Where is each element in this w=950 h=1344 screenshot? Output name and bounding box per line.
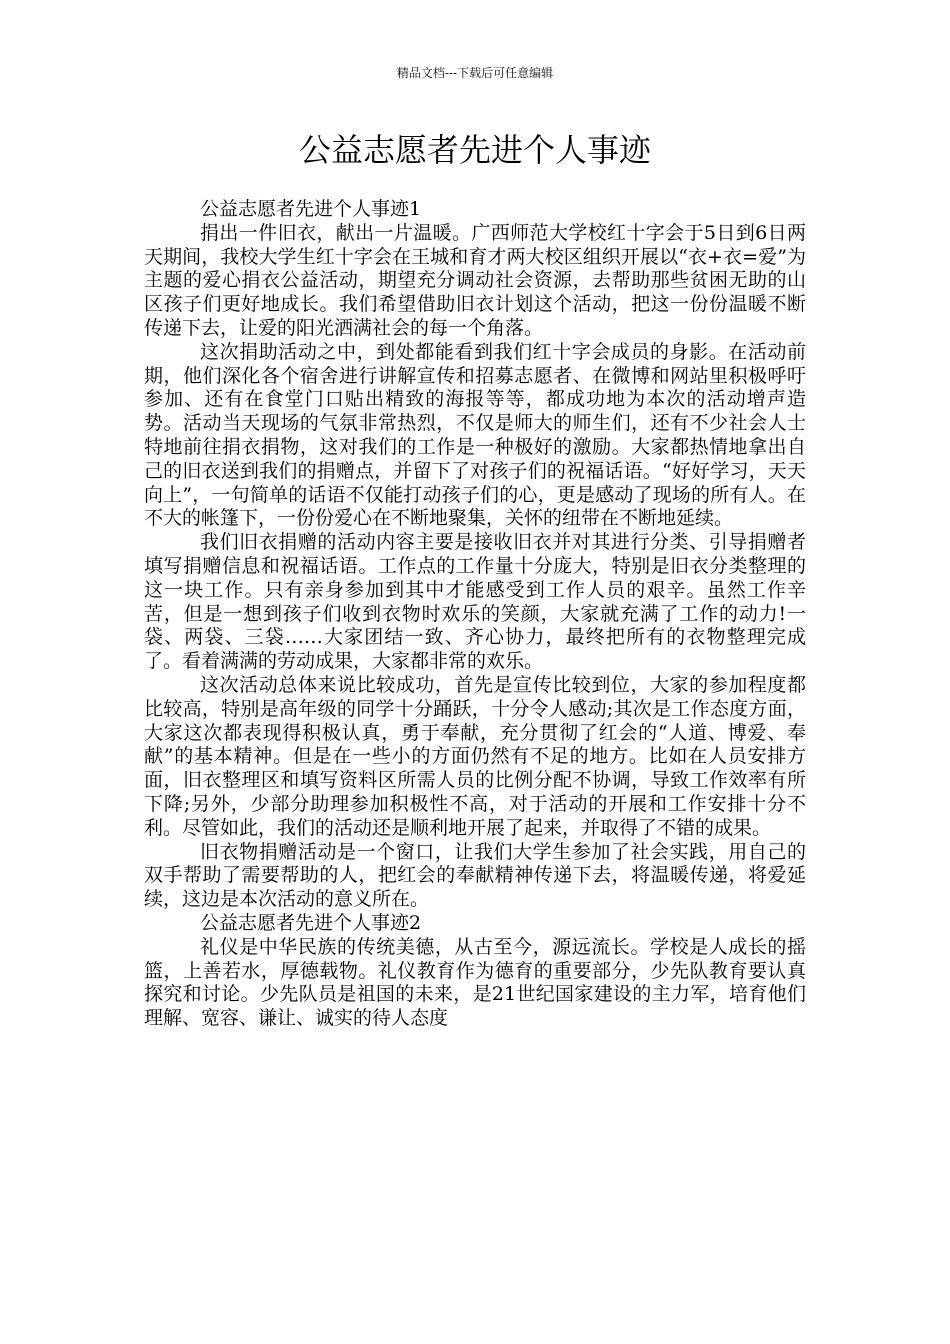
document-title: 公益志愿者先进个人事迹 [298, 131, 651, 169]
paragraph: 我们旧衣捐赠的活动内容主要是接收旧衣并对其进行分类、引导捐赠者填写捐赠信息和祝福话语。工作点的工作量十分庞大，特别是旧衣分类整理的这一块工作。只有亲身参加到其中才能感受到工作人员的艰辛。虽然工作辛苦，但是一想到孩子们收到衣物时欢乐的笑颜，大家就充满了工作的动力!一袋、两袋、三袋……大家团结一致、齐心协力，最终把所有的衣物整理完成了。看着满满的劳动成果，大家都非常的欢乐。 [144, 531, 806, 673]
section-heading-1: 公益志愿者先进个人事迹1 [200, 198, 422, 220]
header-note: 精品文档---下载后可任意编辑 [396, 66, 554, 80]
paragraph: 礼仪是中华民族的传统美德，从古至今，源远流长。学校是人成长的摇篮，上善若水，厚德载物。礼仪教育作为德育的重要部分，少先队教育要认真探究和讨论。少先队员是祖国的未来，是21世纪国家建设的主力军，培育他们理解、宽容、谦让、诚实的待人态度 [144, 935, 806, 1030]
paragraph: 旧衣物捐赠活动是一个窗口，让我们大学生参加了社会实践，用自己的双手帮助了需要帮助的人，把红会的奉献精神传递下去，将温暖传递，将爱延续，这边是本次活动的意义所在。 [144, 840, 806, 911]
paragraph: 这次活动总体来说比较成功，首先是宣传比较到位，大家的参加程度都比较高，特别是高年级的同学十分踊跃，十分令人感动;其次是工作态度方面，大家这次都表现得积极认真，勇于奉献，充分贯彻了红会的“人道、博爱、奉献”的基本精神。但是在一些小的方面仍然有不足的地方。比如在人员安排方面，旧衣整理区和填写资料区所需人员的比例分配不协调，导致工作效率有所下降;另外，少部分助理参加积极性不高，对于活动的开展和工作安排十分不利。尽管如此，我们的活动还是顺利地开展了起来，并取得了不错的成果。 [144, 673, 806, 839]
document-body [144, 198, 806, 1031]
paragraph: 捐出一件旧衣，献出一片温暖。广西师范大学校红十字会于5日到6日两天期间，我校大学生红十字会在王城和育才两大校区组织开展以“衣+衣=爱”为主题的爱心捐衣公益活动，期望充分调动社会资源，去帮助那些贫困无助的山区孩子们更好地成长。我们希望借助旧衣计划这个活动，把这一份份温暖不断传递下去，让爱的阳光洒满社会的每一个角落。 [144, 221, 806, 339]
paragraph: 这次捐助活动之中，到处都能看到我们红十字会成员的身影。在活动前期，他们深化各个宿舍进行讲解宣传和招募志愿者、在微博和网站里积极呼吁参加、还有在食堂门口贴出精致的海报等等，都成功地为本次的活动增声造势。活动当天现场的气氛非常热烈，不仅是师大的师生们，还有不少社会人士特地前往捐衣捐物，这对我们的工作是一种极好的激励。大家都热情地拿出自己的旧衣送到我们的捐赠点，并留下了对孩子们的祝福话语。“好好学习，天天向上”，一句简单的话语不仅能打动孩子们的心，更是感动了现场的所有人。在不大的帐篷下，一份份爱心在不断地聚集，关怀的纽带在不断地延续。 [144, 340, 806, 530]
section-heading-2: 公益志愿者先进个人事迹2 [200, 911, 422, 934]
